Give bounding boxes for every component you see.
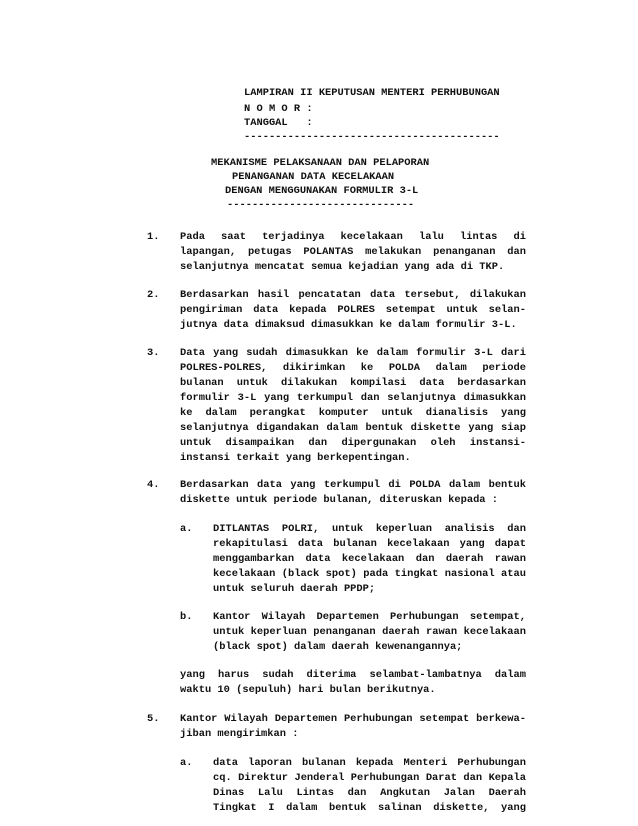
header-line-2: N O M O R :	[244, 103, 313, 115]
subitem-text-line: cq. Direktur Jenderal Perhubungan Darat dan Kepala	[213, 772, 526, 784]
subitem-text-line: DITLANTAS POLRI, untuk keperluan analisis dan	[213, 523, 526, 535]
subitem-text-line: data laporan bulanan kepada Menteri Perhubungan	[213, 757, 526, 769]
item-text-line: jutnya data dimaksud dimasukkan ke dalam formulir 3-L.	[180, 319, 517, 331]
header-line-1: LAMPIRAN II KEPUTUSAN MENTERI PERHUBUNGAN	[244, 87, 500, 99]
item-number: 5.	[147, 713, 160, 725]
item-number: 1.	[147, 231, 160, 243]
item-text-line: jiban mengirimkan :	[180, 728, 299, 740]
item-text-line: lapangan, petugas POLANTAS melakukan penanganan dan	[180, 246, 526, 258]
subitem-text-line: menggambarkan data kecelakaan dan daerah rawan	[213, 553, 526, 565]
item-text-line: formulir 3-L yang terkumpul dan selanjutnya dimasukkan	[180, 392, 526, 404]
header-rule: -----------------------------------------	[244, 131, 500, 143]
subitem-text-line: kecelakaan (black spot) pada tingkat nasional atau	[213, 568, 526, 580]
item-text-line: waktu 10 (sepuluh) hari bulan berikutnya.	[180, 684, 436, 696]
item-text-line: selanjutnya mencatat semua kejadian yang ada di TKP.	[180, 261, 505, 273]
item-text-line: bulanan untuk dilakukan kompilasi data berdasarkan	[180, 377, 526, 389]
subitem-text-line: untuk seluruh daerah PPDP;	[213, 583, 376, 595]
subitem-text-line: Kantor Wilayah Departemen Perhubungan setempat,	[213, 611, 526, 623]
item-text-line: untuk disampaikan dan dipergunakan oleh instansi-	[180, 437, 526, 449]
item-text-line: selanjutnya digandakan dalam bentuk diskette yang siap	[180, 422, 526, 434]
header-line-3: TANGGAL :	[244, 117, 313, 129]
subitem-text-line: Dinas Lalu Lintas dan Angkutan Jalan Daerah	[213, 787, 526, 799]
item-text-line: yang harus sudah diterima selambat-lambatnya dalam	[180, 669, 526, 681]
title-line-3: DENGAN MENGGUNAKAN FORMULIR 3-L	[225, 185, 419, 197]
subitem-letter: a.	[180, 757, 193, 769]
subitem-letter: a.	[180, 523, 193, 535]
subitem-text-line: Tingkat I dalam bentuk salinan diskette, yang	[213, 802, 526, 814]
item-text-line: ke dalam perangkat komputer untuk dianalisis yang	[180, 407, 526, 419]
subitem-letter: b.	[180, 611, 193, 623]
item-text-line: Data yang sudah dimasukkan ke dalam formulir 3-L dari	[180, 347, 526, 359]
item-text-line: Kantor Wilayah Departemen Perhubungan setempat berkewa-	[180, 713, 526, 725]
item-text-line: diskette untuk periode bulanan, diteruskan kepada :	[180, 494, 499, 506]
subitem-text-line: untuk keperluan penanganan daerah rawan kecelakaan	[213, 626, 526, 638]
item-text-line: Pada saat terjadinya kecelakaan lalu lintas di	[180, 231, 526, 243]
item-number: 2.	[147, 289, 160, 301]
subitem-text-line: rekapitulasi data bulanan kecelakaan yang dapat	[213, 538, 526, 550]
item-text-line: instansi terkait yang berkepentingan.	[180, 452, 411, 464]
item-text-line: pengiriman data kepada POLRES setempat untuk selan-	[180, 304, 526, 316]
item-number: 3.	[147, 347, 160, 359]
subitem-text-line: (black spot) dalam daerah kewenangannya;	[213, 641, 463, 653]
item-text-line: Berdasarkan hasil pencatatan data tersebut, dilakukan	[180, 289, 526, 301]
item-text-line: Berdasarkan data yang terkumpul di POLDA dalam bentuk	[180, 479, 526, 491]
item-text-line: POLRES-POLRES, dikirimkan ke POLDA dalam periode	[180, 362, 526, 374]
title-rule: ------------------------------	[227, 199, 415, 211]
title-line-2: PENANGANAN DATA KECELAKAAN	[232, 171, 395, 183]
title-line-1: MEKANISME PELAKSANAAN DAN PELAPORAN	[211, 157, 430, 169]
item-number: 4.	[147, 479, 160, 491]
